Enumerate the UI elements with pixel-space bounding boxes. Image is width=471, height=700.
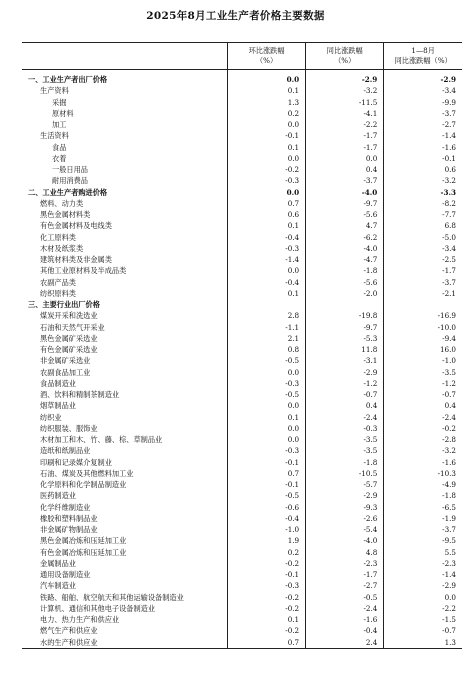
value-mom: -0.1: [227, 479, 305, 490]
row-label: 燃料、动力类: [40, 198, 84, 208]
table-row: [22, 614, 462, 625]
table-row: [22, 209, 462, 220]
value-yoy: 4.8: [306, 547, 384, 558]
table-row: [22, 513, 462, 524]
value-ytd: 0.6: [384, 164, 462, 175]
table-row: [22, 142, 462, 153]
value-mom: -0.1: [227, 457, 305, 468]
row-label: 非金属矿采选业: [40, 356, 91, 366]
row-label: 印刷和记录媒介复制业: [40, 457, 112, 467]
value-ytd: -2.9: [384, 580, 462, 591]
header-yoy-line2: （%）: [334, 56, 356, 65]
value-ytd: -1.9: [384, 513, 462, 524]
value-yoy: -4.0: [306, 535, 384, 546]
value-yoy: -5.6: [306, 209, 384, 220]
value-ytd: -1.5: [384, 614, 462, 625]
row-label: 通用设备制造业: [40, 570, 91, 579]
value-ytd: -0.2: [384, 423, 462, 434]
value-mom: -0.3: [227, 445, 305, 456]
value-mom: 0.0: [227, 119, 305, 130]
value-mom: 1.9: [227, 535, 305, 546]
value-mom: 0.0: [227, 423, 305, 434]
value-mom: 0.1: [227, 85, 305, 96]
table-row: [22, 130, 462, 141]
table-row: [22, 445, 462, 456]
row-label: 石油、煤炭及其他燃料加工业: [40, 468, 134, 478]
table-row: [22, 220, 462, 231]
table-row: [22, 97, 462, 108]
value-yoy: -1.7: [306, 142, 384, 153]
table-row: [22, 187, 462, 198]
value-ytd: -2.4: [384, 412, 462, 423]
table-row: [22, 502, 462, 513]
value-mom: 0.2: [227, 547, 305, 558]
table-row: [22, 468, 462, 479]
value-mom: 0.7: [227, 637, 305, 649]
table-row: [22, 198, 462, 209]
value-yoy: -2.2: [306, 119, 384, 130]
value-ytd: -1.4: [384, 130, 462, 141]
value-mom: -0.3: [227, 580, 305, 591]
value-mom: 0.0: [227, 265, 305, 276]
value-yoy: -3.2: [306, 85, 384, 96]
row-label: 化学原料和化学制品制造业: [40, 480, 127, 489]
value-mom: 2.1: [227, 333, 305, 344]
row-label: 医药制造业: [40, 491, 76, 501]
value-ytd: -1.8: [384, 490, 462, 501]
row-label: 木材及纸浆类: [40, 243, 84, 253]
value-ytd: 6.8: [384, 220, 462, 231]
value-mom: -0.3: [227, 243, 305, 254]
row-label: 纺织原料类: [40, 288, 76, 298]
value-mom: 0.0: [227, 74, 305, 85]
value-mom: 0.7: [227, 468, 305, 479]
value-mom: 0.1: [227, 220, 305, 231]
table-row: [22, 85, 462, 96]
table-row: [22, 288, 462, 299]
row-label: 黑色金属材料类: [40, 210, 91, 219]
value-yoy: -4.1: [306, 108, 384, 119]
table-row: [22, 378, 462, 389]
value-mom: 0.8: [227, 344, 305, 355]
value-yoy: -9.7: [306, 198, 384, 209]
value-ytd: -6.5: [384, 502, 462, 513]
row-label: 有色金属材料及电线类: [40, 221, 112, 231]
value-ytd: -3.7: [384, 108, 462, 119]
header-mom: [227, 43, 305, 70]
value-yoy: -1.7: [306, 130, 384, 141]
header-yoy-line1: 同比涨跌幅: [326, 46, 363, 55]
value-ytd: -1.4: [384, 569, 462, 580]
row-label: 金属制品业: [40, 558, 76, 568]
value-yoy: -1.8: [306, 265, 384, 276]
value-ytd: -10.3: [384, 468, 462, 479]
value-mom: 0.1: [227, 614, 305, 625]
table-row: [22, 254, 462, 265]
value-mom: -0.5: [227, 490, 305, 501]
table-row: [22, 299, 462, 310]
row-label: 化学纤维制造业: [40, 502, 91, 512]
row-label: 铁路、船舶、航空航天和其他运输设备制造业: [40, 592, 184, 602]
table-row: [22, 108, 462, 119]
table-row: [22, 232, 462, 243]
value-mom: -0.2: [227, 625, 305, 636]
row-label: 燃气生产和供应业: [40, 626, 98, 636]
table-row: [22, 412, 462, 423]
table-row: [22, 344, 462, 355]
value-yoy: -2.4: [306, 603, 384, 614]
value-ytd: -3.4: [384, 243, 462, 254]
value-mom: -1.4: [227, 254, 305, 265]
value-ytd: -2.2: [384, 603, 462, 614]
row-label: 食品制造业: [40, 378, 76, 388]
row-label: 汽车制造业: [40, 581, 76, 591]
row-label: 烟草制品业: [40, 401, 76, 411]
value-yoy: -5.6: [306, 277, 384, 288]
header-ytd: [384, 43, 462, 70]
value-mom: -0.2: [227, 164, 305, 175]
value-ytd: -2.9: [384, 74, 462, 85]
value-yoy: -1.6: [306, 614, 384, 625]
value-ytd: -2.3: [384, 558, 462, 569]
value-ytd: -0.7: [384, 389, 462, 400]
row-label: 二、工业生产者购进价格: [28, 187, 108, 197]
value-mom: -0.1: [227, 130, 305, 141]
value-ytd: [384, 299, 462, 310]
value-ytd: -8.2: [384, 198, 462, 209]
table-row: [22, 119, 462, 130]
table-row: [22, 423, 462, 434]
value-mom: 0.6: [227, 209, 305, 220]
table-row: [22, 547, 462, 558]
table-row: [22, 164, 462, 175]
table-row: [22, 367, 462, 378]
value-ytd: -5.0: [384, 232, 462, 243]
table-row: [22, 175, 462, 186]
row-label: 加工: [52, 120, 67, 129]
table-row: [22, 592, 462, 603]
value-ytd: -9.4: [384, 333, 462, 344]
value-yoy: -10.5: [306, 468, 384, 479]
row-label: 橡胶和塑料制品业: [40, 513, 98, 523]
table-row: [22, 355, 462, 366]
value-ytd: -3.2: [384, 175, 462, 186]
table-row: [22, 277, 462, 288]
value-ytd: 0.4: [384, 400, 462, 411]
value-mom: -0.5: [227, 355, 305, 366]
row-label: 耐用消费品: [52, 176, 88, 186]
value-yoy: -0.3: [306, 423, 384, 434]
row-label: 原材料: [52, 108, 74, 118]
value-yoy: -4.0: [306, 243, 384, 254]
value-ytd: -1.7: [384, 265, 462, 276]
value-ytd: -4.9: [384, 479, 462, 490]
value-yoy: -4.7: [306, 254, 384, 265]
row-label: 黑色金属矿采选业: [40, 333, 98, 343]
value-yoy: -2.9: [306, 367, 384, 378]
table-row: [22, 479, 462, 490]
row-label: 电力、热力生产和供应业: [40, 615, 120, 624]
value-ytd: -2.5: [384, 254, 462, 265]
value-mom: 0.1: [227, 412, 305, 423]
value-yoy: -3.5: [306, 445, 384, 456]
value-yoy: -6.2: [306, 232, 384, 243]
row-label: 生产资料: [40, 86, 69, 96]
value-yoy: 11.8: [306, 344, 384, 355]
row-label: 一、工业生产者出厂价格: [28, 75, 108, 84]
value-mom: 0.2: [227, 108, 305, 119]
value-yoy: -5.7: [306, 479, 384, 490]
table-row: [22, 400, 462, 411]
header-mom-line1: 环比涨跌幅: [248, 46, 285, 55]
price-data-table: [22, 42, 462, 649]
value-yoy: -1.7: [306, 569, 384, 580]
table-row: [22, 580, 462, 591]
value-yoy: -9.3: [306, 502, 384, 513]
value-ytd: -0.1: [384, 153, 462, 164]
value-yoy: [306, 299, 384, 310]
row-label: 纺织业: [40, 412, 62, 422]
value-mom: -0.3: [227, 175, 305, 186]
value-ytd: -1.2: [384, 378, 462, 389]
value-yoy: -3.7: [306, 175, 384, 186]
row-label: 纺织服装、服饰业: [40, 423, 98, 433]
value-ytd: -3.2: [384, 445, 462, 456]
value-mom: [227, 299, 305, 310]
value-mom: 0.0: [227, 187, 305, 198]
value-yoy: -2.4: [306, 412, 384, 423]
value-yoy: -2.9: [306, 74, 384, 85]
value-mom: 0.7: [227, 198, 305, 209]
table-row: [22, 637, 462, 649]
value-yoy: -2.9: [306, 490, 384, 501]
value-ytd: -9.9: [384, 97, 462, 108]
value-ytd: -3.5: [384, 367, 462, 378]
value-ytd: -2.8: [384, 434, 462, 445]
row-label: 煤炭开采和洗选业: [40, 311, 98, 321]
value-ytd: -2.7: [384, 119, 462, 130]
value-mom: 0.0: [227, 367, 305, 378]
value-mom: -0.2: [227, 558, 305, 569]
table-row: [22, 74, 462, 85]
value-mom: -0.4: [227, 277, 305, 288]
row-label: 木材加工和木、竹、藤、棕、草制品业: [40, 435, 163, 444]
value-ytd: -7.7: [384, 209, 462, 220]
value-ytd: -3.7: [384, 277, 462, 288]
row-label: 农副食品加工业: [40, 367, 91, 377]
value-yoy: 0.0: [306, 153, 384, 164]
value-ytd: -0.7: [384, 625, 462, 636]
row-label: 衣着: [52, 153, 67, 163]
value-yoy: -2.7: [306, 580, 384, 591]
row-label: 建筑材料类及非金属类: [40, 255, 112, 264]
table-row: [22, 310, 462, 321]
value-yoy: -19.8: [306, 310, 384, 321]
value-yoy: 0.4: [306, 164, 384, 175]
table-row: [22, 535, 462, 546]
row-label: 酒、饮料和精制茶制造业: [40, 390, 120, 399]
row-label: 食品: [52, 142, 67, 152]
row-label: 水的生产和供应业: [22, 637, 227, 649]
value-ytd: -16.9: [384, 310, 462, 321]
table-row: [22, 333, 462, 344]
row-label: 非金属矿物制品业: [40, 525, 98, 534]
table-row: [22, 558, 462, 569]
value-ytd: -3.3: [384, 187, 462, 198]
value-yoy: -3.5: [306, 434, 384, 445]
value-yoy: -1.2: [306, 378, 384, 389]
row-label: 三、主要行业出厂价格: [28, 300, 100, 309]
value-ytd: -3.4: [384, 85, 462, 96]
value-ytd: -1.6: [384, 457, 462, 468]
row-label: 其他工业原材料及半成品类: [40, 266, 127, 276]
table-row: [22, 434, 462, 445]
value-ytd: -2.1: [384, 288, 462, 299]
row-label: 有色金属矿采选业: [40, 345, 98, 354]
table-row: [22, 243, 462, 254]
header-yoy: [306, 43, 384, 70]
value-mom: -0.2: [227, 592, 305, 603]
value-mom: 0.0: [227, 434, 305, 445]
value-mom: -0.4: [227, 232, 305, 243]
value-yoy: 2.4: [306, 637, 384, 649]
table-row: [22, 625, 462, 636]
value-yoy: -5.4: [306, 524, 384, 535]
table-row: [22, 389, 462, 400]
header-mom-line2: （%）: [255, 56, 278, 65]
table-header-row: [22, 43, 462, 70]
document-title: 2025年8月工业生产者价格主要数据: [146, 10, 325, 22]
value-mom: -1.1: [227, 322, 305, 333]
value-yoy: -0.5: [306, 592, 384, 603]
table-body: [22, 70, 462, 649]
value-ytd: -10.0: [384, 322, 462, 333]
row-label: 计算机、通信和其他电子设备制造业: [40, 603, 156, 613]
value-mom: 0.0: [227, 400, 305, 411]
value-yoy: -1.8: [306, 457, 384, 468]
table-row: [22, 457, 462, 468]
value-mom: 0.1: [227, 142, 305, 153]
table-row: [22, 490, 462, 501]
value-mom: 1.3: [227, 97, 305, 108]
value-ytd: 1.3: [384, 637, 462, 649]
table-row: [22, 569, 462, 580]
header-ytd-line2: 同比涨跌幅（%）: [394, 56, 452, 65]
value-mom: -0.5: [227, 389, 305, 400]
value-mom: -0.4: [227, 513, 305, 524]
header-item: [22, 43, 227, 70]
value-yoy: -5.3: [306, 333, 384, 344]
row-label: 化工原料类: [40, 232, 76, 242]
value-mom: -0.1: [227, 569, 305, 580]
value-yoy: -0.7: [306, 389, 384, 400]
value-yoy: -2.3: [306, 558, 384, 569]
row-label: 采掘: [52, 97, 67, 107]
row-label: 有色金属冶炼和压延加工业: [40, 547, 127, 557]
value-ytd: 0.0: [384, 592, 462, 603]
value-ytd: -1.6: [384, 142, 462, 153]
value-ytd: 5.5: [384, 547, 462, 558]
value-ytd: 16.0: [384, 344, 462, 355]
table-row: [22, 524, 462, 535]
value-ytd: -9.5: [384, 535, 462, 546]
value-mom: 0.1: [227, 288, 305, 299]
table-row: [22, 153, 462, 164]
value-yoy: 4.7: [306, 220, 384, 231]
table-row: [22, 265, 462, 276]
value-ytd: -1.0: [384, 355, 462, 366]
table-row: [22, 603, 462, 614]
row-label: 生活资料: [40, 131, 69, 141]
row-label: 黑色金属冶炼和压延加工业: [40, 536, 127, 546]
row-label: 造纸和纸制品业: [40, 446, 91, 456]
value-ytd: -3.7: [384, 524, 462, 535]
value-mom: -0.3: [227, 378, 305, 389]
value-yoy: -4.0: [306, 187, 384, 198]
value-mom: -1.0: [227, 524, 305, 535]
table-row: [22, 322, 462, 333]
value-yoy: -2.6: [306, 513, 384, 524]
row-label: 一般日用品: [52, 165, 88, 174]
value-yoy: -2.0: [306, 288, 384, 299]
value-yoy: -11.5: [306, 97, 384, 108]
header-ytd-line1: 1—8月: [411, 46, 435, 55]
value-yoy: 0.4: [306, 400, 384, 411]
value-yoy: -3.1: [306, 355, 384, 366]
value-yoy: -9.7: [306, 322, 384, 333]
row-label: 石油和天然气开采业: [40, 322, 105, 332]
value-mom: 0.0: [227, 153, 305, 164]
value-mom: -0.6: [227, 502, 305, 513]
row-label: 农副产品类: [40, 277, 76, 287]
value-mom: -0.2: [227, 603, 305, 614]
value-yoy: -0.4: [306, 625, 384, 636]
value-mom: 2.8: [227, 310, 305, 321]
